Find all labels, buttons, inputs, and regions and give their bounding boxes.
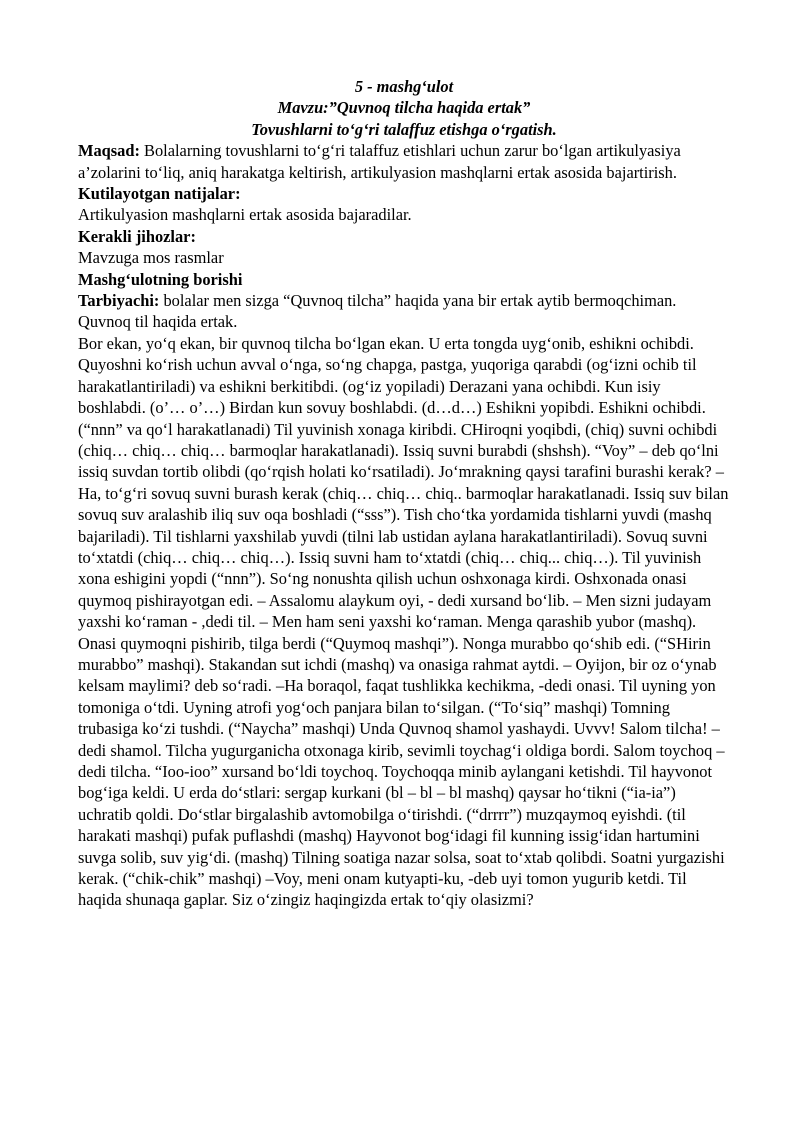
teacher-label: Tarbiyachi: [78, 291, 160, 311]
lesson-subtitle: Tovushlarni to‘g‘ri talaffuz etishga o‘rgatish. [251, 119, 557, 139]
lesson-number: 5 - mashg‘ulot [354, 77, 454, 96]
story-body: Bor ekan, yo‘q ekan, bir quvnoq tilcha bo‘lgan ekan. U erta tongda uyg‘onib, eshikni ochibdi. Quyoshni ko‘rish uchun avval o‘nga, so‘ng chapga, pastga, yuqoriga qarabdi (og‘izni ochib til harakatlantiriladi) va eshikni berkitibdi. (og‘iz yopiladi) Derazani yana ochibdi. Kun isiy boshlabdi. (o’… o’…) Birdan kun sovuy boshlabdi. (d…d…) Eshikni yopibdi. Eshikni ochibdi. (“nnn” va qo‘l harakatlanadi) Til yuvinish xonaga kiribdi. CHiroqni yoqibdi, (chiq) suvni ochibdi (chiq… chiq… chiq… barmoqlar harakatlanadi). Issiq suvni burabdi (shshsh). “Voy” – deb qo‘lni issiq suvdan tortib olibdi (qo‘rqish holati ko‘rsatiladi). Jo‘mrakning qaysi tarafini burashi kerak? – Ha, to‘g‘ri sovuq suvni burash kerak (chiq… chiq… chiq.. barmoqlar harakatlanadi. Issiq suv bilan sovuq suv aralashib iliq suv oqa boshladi (“sss”). Tish cho‘tka yordamida tishlarni yuvdi (mashq bajariladi). Til tishlarni yaxshilab yuvdi (tilni lab ustidan aylana harakatlantiriladi). Sovuq suvni to‘xtatdi (chiq… chiq… chiq…). Issiq suvni ham to‘xtatdi (chiq… chiq... chiq…). Til yuvinish xona eshigini yopdi (“nnn”). So‘ng nonushta qilish uchun oshxonaga kirdi. Oshxonada onasi quymoq pishirayotgan edi. – Assalomu alaykum oyi, - dedi xursand bo‘lib. – Men sizni judayam yaxshi ko‘raman - ,dedi til. – Men ham seni yaxshi ko‘raman. Menga qarashib yubor (mashq). Onasi quymoqni pishirib, tilga berdi (“Quymoq mashqi”). Nonga murabbo qo‘shib edi. (“SHirin murabbo” mashqi). Stakandan sut ichdi (mashq) va onasiga rahmat aytdi. – Oyijon, bir oz o‘ynab kelsam maylimi? deb so‘radi. –Ha boraqol, faqat tushlikka kechikma, -dedi onasi. Til uyning yon tomoniga o‘tdi. Uyning atrofi yog‘och panjara bilan to‘silgan. (“To‘siq” mashqi) Tomning trubasiga ko‘zi tushdi. (“Naycha” mashqi) Unda Quvnoq shamol yashaydi. Uvvv! Salom tilcha! –dedi shamol. Tilcha yugurganicha otxonaga kirib, sevimli toychag‘i oldiga bordi. Salom toychoq –dedi tilcha. “Ioo-ioo” xursand bo‘ldi toychoq. Toychoqqa minib aylangani ketishdi. Til hayvonot bog‘iga keldi. U erda do‘stlari: sergap kurkani (bl – bl – bl mashq) qaysar ho‘tikni (“ia-ia”) uchratib qoldi. Do‘stlar birgalashib avtomobilga o‘tirishdi. (“drrrr”) muzqaymoq eyishdi. (til harakati mashqi) pufak puflashdi (mashq) Hayvonot bog‘idagi fil kunning issig‘idan hartumini suvga solib, suv yig‘di. (mashq) Tilning soatiga nazar solsa, soat to‘xtab qolibdi. Soatni yurgazishi kerak. (“chik-chik” mashqi) –Voy, meni onam kutyapti-ku, -deb uyi tomon yugurib ketdi. Til haqida shunaqa gaplar. Siz o‘zingiz haqingizda ertak to‘qiy olasizmi? [78, 333, 729, 910]
goal-label: Maqsad: [78, 141, 140, 161]
goal-text: Bolalarning tovushlarni to‘g‘ri talaffuz etishlari uchun zarur bo‘lgan artikulyasiya a’zolarini to‘liq, aniq harakatga keltirish, artikulyasion mashqlarni ertak asosida bajartirish. [78, 141, 681, 182]
story-title: Quvnoq til haqida ertak. [78, 312, 238, 332]
expected-results-text: Artikulyasion mashqlarni ertak asosida bajaradilar. [78, 205, 412, 225]
procedure-heading: Mashg‘ulotning borishi [78, 269, 243, 289]
teacher-paragraph [78, 290, 730, 311]
teacher-text: bolalar men sizga “Quvnoq tilcha” haqida yana bir ertak aytib bermoqchiman. [159, 291, 677, 311]
goal-paragraph [78, 140, 730, 183]
equipment-label: Kerakli jihozlar: [78, 226, 196, 246]
lesson-topic: Mavzu:”Quvnoq tilcha haqida ertak” [277, 98, 531, 118]
expected-results-label: Kutilayotgan natijalar: [78, 184, 241, 204]
equipment-text: Mavzuga mos rasmlar [78, 248, 224, 268]
